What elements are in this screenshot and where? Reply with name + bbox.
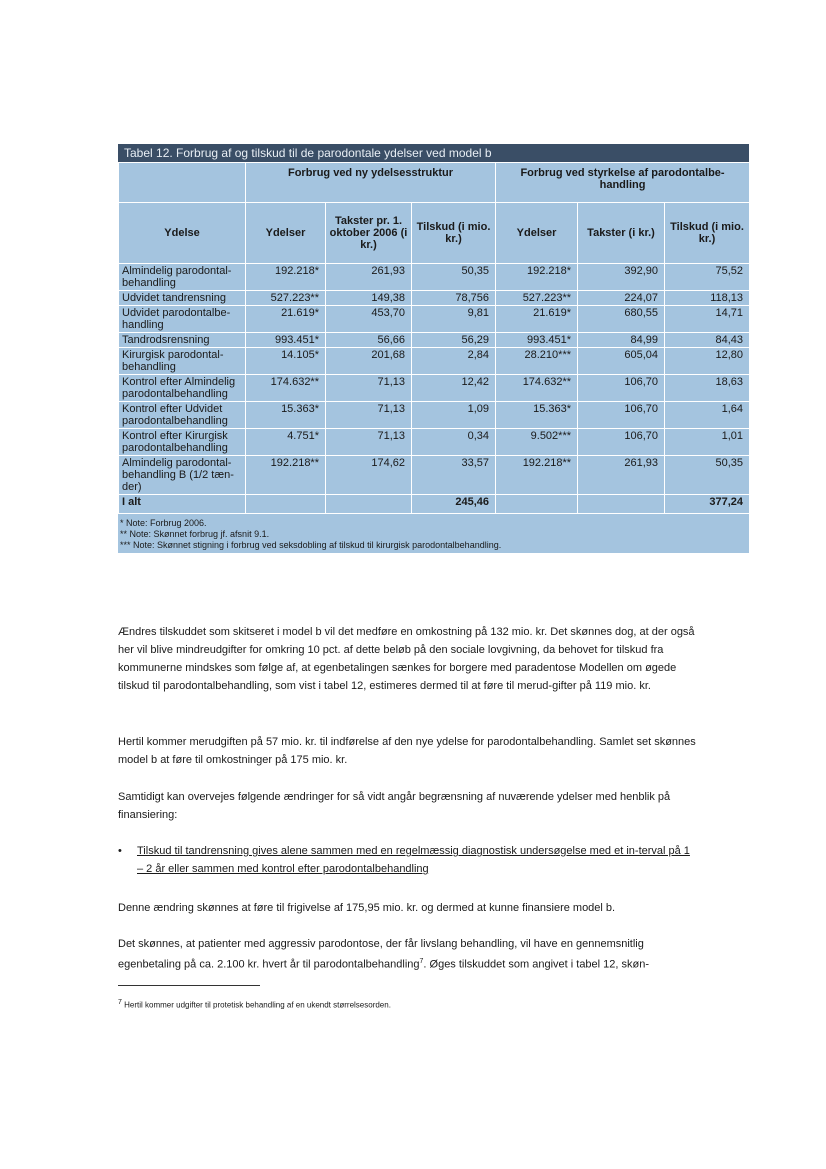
bullet-text: Tilskud til tandrensning gives alene sammen med en regelmæssig diagnostisk undersøgelse med et in-terval på 1 – 2 år eller sammen med kontrol efter parodontalbehandling: [137, 845, 690, 875]
table-cell: 56,66: [326, 333, 412, 348]
col-header-takster: Takster (i kr.): [578, 203, 665, 264]
data-table: [118, 162, 750, 514]
table-cell: 527.223**: [496, 291, 578, 306]
row-label: Kontrol efter Udvidet parodontalbehandling: [119, 402, 246, 429]
table-cell: 50,35: [665, 456, 750, 495]
table-row: [119, 291, 750, 306]
table-cell: 56,29: [412, 333, 496, 348]
col-header-tilskud: Tilskud (i mio. kr.): [412, 203, 496, 264]
table-cell: 71,13: [326, 375, 412, 402]
table-cell: 18,63: [665, 375, 750, 402]
total-label: I alt: [119, 495, 246, 514]
row-label: Almindelig parodontal-behandling: [119, 264, 246, 291]
note-line: *** Note: Skønnet stigning i forbrug ved seksdobling af tilskud til kirurgisk parodontalbehandling.: [120, 540, 502, 550]
footnote-text: Hertil kommer udgifter til protetisk behandling af en ukendt størrelsesorden.: [121, 1000, 391, 1010]
table-cell: 21.619*: [496, 306, 578, 333]
table-cell: 224,07: [578, 291, 665, 306]
row-label: Tandrodsrensning: [119, 333, 246, 348]
col-header-takster-2006: Takster pr. 1. oktober 2006 (i kr.): [326, 203, 412, 264]
table-cell: 680,55: [578, 306, 665, 333]
table-cell: 192.218**: [496, 456, 578, 495]
table-cell: 21.619*: [246, 306, 326, 333]
col-header-ydelse: Ydelse: [119, 203, 246, 264]
group-header-strengthened: Forbrug ved styrkelse af parodontalbe-handling: [496, 163, 750, 203]
table-cell: 0,34: [412, 429, 496, 456]
row-label: Udvidet tandrensning: [119, 291, 246, 306]
paragraph-changes-intro: Samtidigt kan overvejes følgende ændringer for så vidt angår begrænsning af nuværende ydelser med henblik på finansiering:: [118, 791, 671, 821]
footnote-divider: [118, 985, 260, 986]
table-cell: 28.210***: [496, 348, 578, 375]
paragraph-aggressive: Det skønnes, at patienter med aggressiv parodontose, der får livslang behandling, vil have en gennemsnitlig egenbetaling på ca. 2.100 kr. hvert år til parodontalbehandling$^7$. Øges tilskuddet som angivet i tabel 12, skøn-: [118, 938, 650, 971]
table-cell: 149,38: [326, 291, 412, 306]
table-cell: 192.218*: [496, 264, 578, 291]
table-cell: 1,09: [412, 402, 496, 429]
table-cell: 192.218**: [246, 456, 326, 495]
group-header-new: Forbrug ved ny ydelsesstruktur: [246, 163, 496, 203]
table-cell: 261,93: [326, 264, 412, 291]
note-line: ** Note: Skønnet forbrug jf. afsnit 9.1.: [120, 529, 270, 539]
table-cell: 75,52: [665, 264, 750, 291]
table-cell: 14,71: [665, 306, 750, 333]
table-cell: 106,70: [578, 375, 665, 402]
table-cell: 993.451*: [246, 333, 326, 348]
total-subsidy-new: 245,46: [412, 495, 496, 514]
table-row: [119, 348, 750, 375]
table-row: [119, 429, 750, 456]
table-row: [119, 264, 750, 291]
table-cell: 192.218*: [246, 264, 326, 291]
table-cell: 392,90: [578, 264, 665, 291]
column-header-row: [119, 203, 750, 264]
table-cell: 201,68: [326, 348, 412, 375]
table-cell: 12,42: [412, 375, 496, 402]
table-cell: 993.451*: [496, 333, 578, 348]
paragraph-extra-cost: Hertil kommer merudgiften på 57 mio. kr. til indførelse af den nye ydelse for parodontalbehandling. Samlet set skønnes model b at føre til omkostninger på 175 mio. kr.: [118, 736, 696, 766]
table-cell: 4.751*: [246, 429, 326, 456]
total-subsidy-strengthened: 377,24: [665, 495, 750, 514]
table-row: [119, 402, 750, 429]
table-cell: 106,70: [578, 429, 665, 456]
table-cell: 12,80: [665, 348, 750, 375]
table-row: [119, 333, 750, 348]
row-label: Almindelig parodontal-behandling B (1/2 tæn-der): [119, 456, 246, 495]
table-cell: 9,81: [412, 306, 496, 333]
row-label: Kontrol efter Almindelig parodontalbehandling: [119, 375, 246, 402]
bullet-dot: •: [118, 845, 122, 857]
table-row: [119, 306, 750, 333]
footnote: [118, 999, 391, 1010]
row-label: Kirurgisk parodontal-behandling: [119, 348, 246, 375]
table-cell: 9.502***: [496, 429, 578, 456]
total-row: [119, 495, 750, 514]
table-row: [119, 375, 750, 402]
table-cell: 261,93: [578, 456, 665, 495]
table-cell: 2,84: [412, 348, 496, 375]
table-cell: 71,13: [326, 402, 412, 429]
table-cell: 33,57: [412, 456, 496, 495]
table-cell: 174,62: [326, 456, 412, 495]
table-12: [118, 144, 749, 553]
table-cell: 1,64: [665, 402, 750, 429]
table-cell: 605,04: [578, 348, 665, 375]
table-cell: 78,756: [412, 291, 496, 306]
note-line: * Note: Forbrug 2006.: [120, 518, 207, 528]
table-title: Tabel 12. Forbrug af og tilskud til de parodontale ydelser ved model b: [118, 144, 749, 162]
table-row: [119, 456, 750, 495]
table-cell: 453,70: [326, 306, 412, 333]
table-cell: 71,13: [326, 429, 412, 456]
paragraph-release: Denne ændring skønnes at føre til frigivelse af 175,95 mio. kr. og dermed at kunne finansiere model b.: [118, 902, 616, 914]
table-cell: 118,13: [665, 291, 750, 306]
table-notes: [118, 514, 749, 553]
table-cell: 527.223**: [246, 291, 326, 306]
table-cell: 15.363*: [246, 402, 326, 429]
table-cell: 50,35: [412, 264, 496, 291]
paragraph-cost: Ændres tilskuddet som skitseret i model b vil det medføre en omkostning på 132 mio. kr. Det skønnes dog, at der også her vil blive mindreudgifter for omkring 10 pct. af dette beløb på den sociale lovgivning, da behovet for tilskud fra kommunerne mindskes som følge af, at egenbetalingen sænkes for borgere med paradentose Modellen om øgede tilskud til parodontalbehandling, som vist i tabel 12, estimeres dermed til at føre til merud-gifter på 119 mio. kr.: [118, 626, 695, 692]
table-cell: 106,70: [578, 402, 665, 429]
col-header-tilskud-b: Tilskud (i mio. kr.): [665, 203, 750, 264]
row-label: Kontrol efter Kirurgisk parodontalbehandling: [119, 429, 246, 456]
table-cell: 15.363*: [496, 402, 578, 429]
group-header-row: [119, 163, 750, 203]
footnote-number: 7: [118, 999, 122, 1006]
col-header-ydelser-b: Ydelser: [496, 203, 578, 264]
col-header-ydelser: Ydelser: [246, 203, 326, 264]
table-cell: 174.632**: [246, 375, 326, 402]
table-cell: 174.632**: [496, 375, 578, 402]
table-cell: 1,01: [665, 429, 750, 456]
table-cell: 84,99: [578, 333, 665, 348]
row-label: Udvidet parodontalbe-handling: [119, 306, 246, 333]
table-cell: 84,43: [665, 333, 750, 348]
table-cell: 14.105*: [246, 348, 326, 375]
footnote-reference[interactable]: 7: [419, 958, 424, 965]
